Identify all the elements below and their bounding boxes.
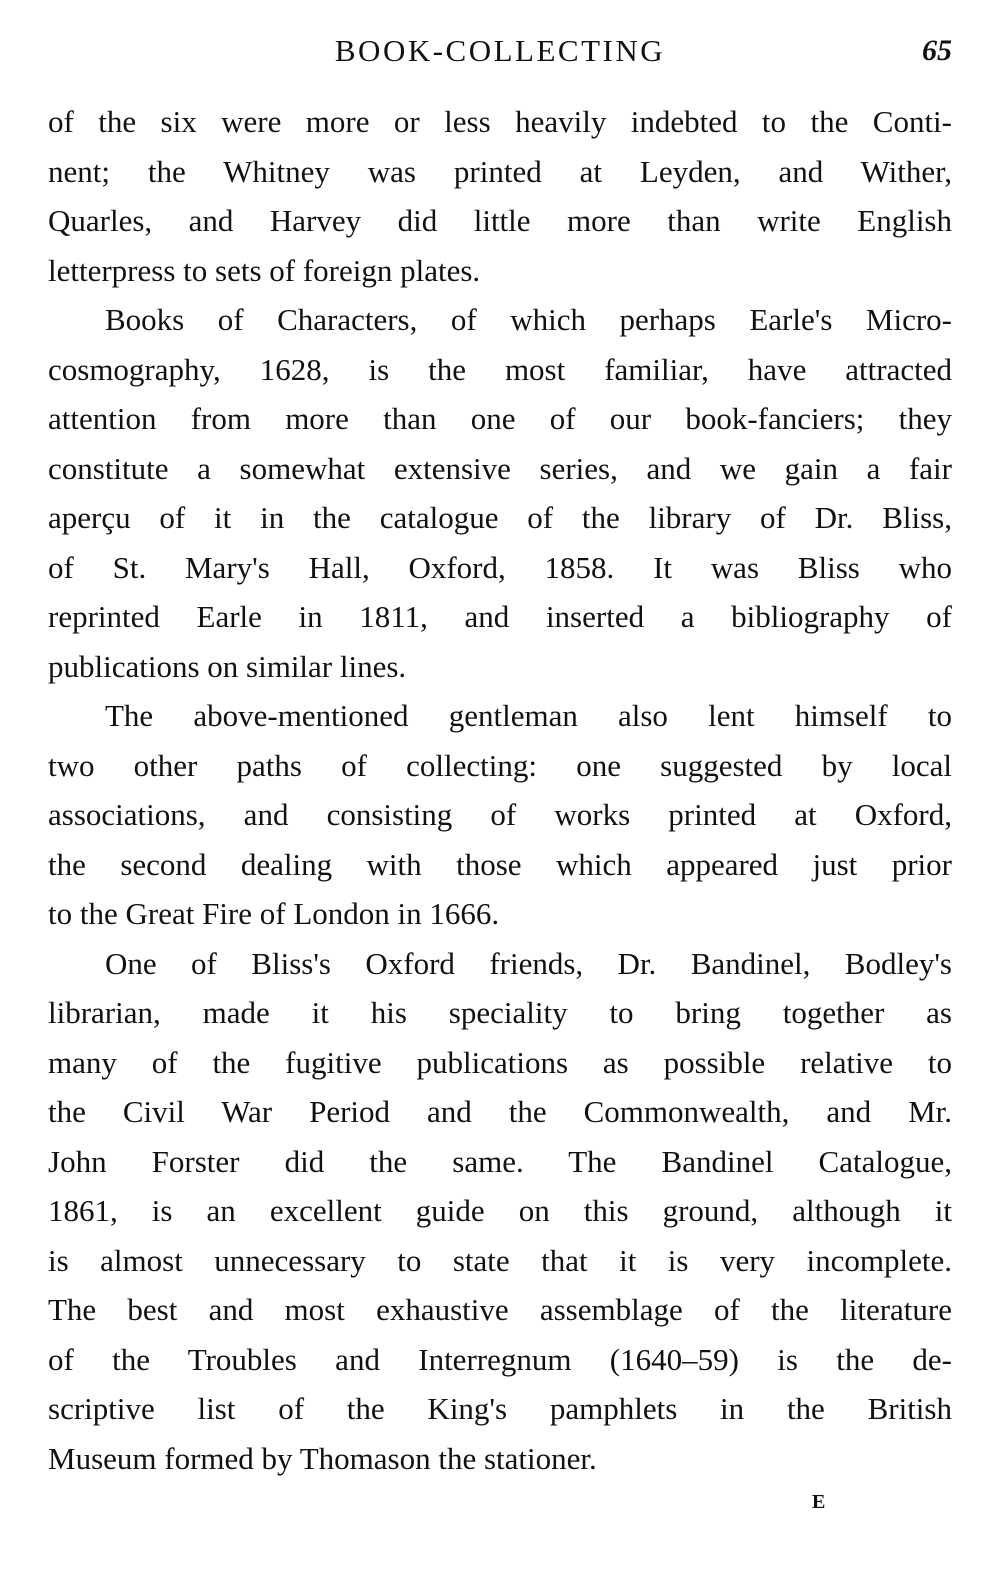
text-line: nent; the Whitney was printed at Leyden, and Wither,	[48, 153, 952, 189]
text-line: publications on similar lines.	[48, 648, 407, 684]
text-line: of the Troubles and Interregnum (1640–59) is the de-	[48, 1341, 952, 1377]
paragraph-3	[48, 691, 952, 939]
text-line: The above-mentioned gentleman also lent himself to	[105, 698, 952, 733]
text-line: constitute a somewhat extensive series, and we gain a fair	[48, 450, 952, 486]
body-text	[48, 97, 952, 1483]
text-line: The best and most exhaustive assemblage of the literature	[48, 1292, 952, 1327]
text-line: two other paths of collecting: one suggested by local	[48, 747, 952, 783]
text-line: to the Great Fire of London in 1666.	[48, 896, 500, 931]
text-line: librarian, made it his speciality to bring together as	[48, 995, 952, 1030]
paragraph-4	[48, 939, 952, 1484]
text-line: of St. Mary's Hall, Oxford, 1858. It was Bliss who	[48, 549, 952, 585]
text-line: of the six were more or less heavily indebted to the Conti-	[48, 104, 952, 139]
text-line: aperçu of it in the catalogue of the library of Dr. Bliss,	[48, 500, 952, 535]
text-line: attention from more than one of our book-fanciers; they	[48, 401, 952, 436]
text-line: the Civil War Period and the Commonwealth, and Mr.	[48, 1094, 952, 1129]
text-line: letterpress to sets of foreign plates.	[48, 252, 481, 288]
text-line: Books of Characters, of which perhaps Earle's Micro-	[105, 302, 952, 337]
page-number: 65	[922, 34, 952, 67]
paragraph-1	[48, 97, 952, 295]
text-line: many of the fugitive publications as possible relative to	[48, 1044, 952, 1080]
text-line: cosmography, 1628, is the most familiar, have attracted	[48, 351, 952, 387]
paragraph-2	[48, 295, 952, 691]
text-line: is almost unnecessary to state that it is very incomplete.	[48, 1242, 952, 1278]
text-line: the second dealing with those which appeared just prior	[48, 846, 952, 882]
signature-mark: E	[812, 1491, 826, 1513]
text-line: reprinted Earle in 1811, and inserted a bibliography of	[48, 599, 952, 634]
text-line: John Forster did the same. The Bandinel Catalogue,	[48, 1143, 952, 1179]
text-line: One of Bliss's Oxford friends, Dr. Bandinel, Bodley's	[105, 945, 952, 981]
text-line: scriptive list of the King's pamphlets in the British	[48, 1391, 952, 1426]
text-line: 1861, is an excellent guide on this ground, although it	[48, 1193, 952, 1228]
running-title: BOOK-COLLECTING	[334, 33, 666, 68]
text-line: associations, and consisting of works printed at Oxford,	[48, 797, 952, 832]
text-line: Quarles, and Harvey did little more than write English	[48, 203, 952, 238]
text-line: Museum formed by Thomason the stationer.	[48, 1440, 597, 1476]
running-head	[48, 26, 952, 76]
